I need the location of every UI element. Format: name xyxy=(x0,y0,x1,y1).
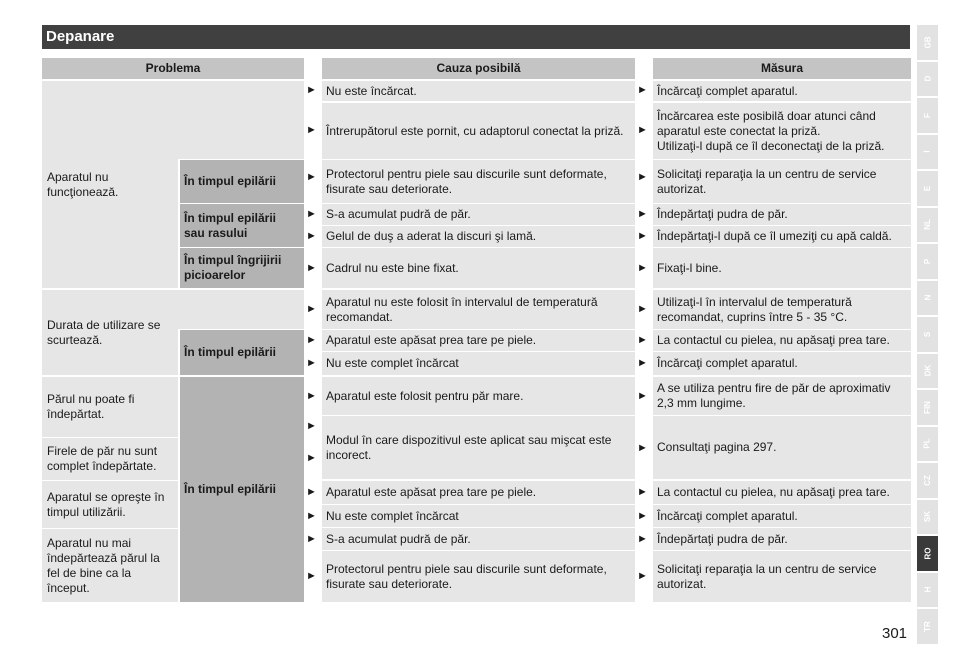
remedy-arrow: ► xyxy=(637,208,648,220)
cause-arrow: ► xyxy=(306,124,317,136)
cause-cell xyxy=(322,481,635,504)
remedy-arrow: ► xyxy=(637,570,648,582)
cause-cell xyxy=(322,103,635,159)
language-tab-label: I xyxy=(922,150,932,153)
cause-cell xyxy=(322,551,635,602)
cause-arrow: ► xyxy=(306,390,317,402)
language-tab-label: DK xyxy=(923,364,932,377)
problem-cell xyxy=(42,81,178,288)
remedy-cell xyxy=(653,481,911,504)
problem-cell xyxy=(42,290,178,375)
header-remedy: Măsura xyxy=(653,58,911,79)
cause-text: Întrerupătorul este pornit, cu adaptorul conectat la priză. xyxy=(326,123,624,138)
condition-cell xyxy=(180,330,304,375)
cause-cell xyxy=(322,528,635,550)
cause-cell xyxy=(322,330,635,351)
remedy-cell xyxy=(653,505,911,527)
remedy-arrow: ► xyxy=(637,442,648,454)
header-cause: Cauza posibilă xyxy=(322,58,635,79)
condition-cell xyxy=(180,248,304,288)
language-tab-gb[interactable] xyxy=(917,25,938,60)
remedy-cell xyxy=(653,81,911,101)
cause-text: Aparatul nu este folosit în intervalul de temperatură recomandat. xyxy=(326,294,598,324)
page-number: 301 xyxy=(882,625,908,642)
language-tab-h[interactable] xyxy=(917,573,938,608)
remedy-text: Solicitaţi reparaţia la un centru de service autorizat. xyxy=(657,166,877,196)
cause-arrow: ► xyxy=(306,486,317,498)
cause-cell xyxy=(322,290,635,329)
remedy-arrow: ► xyxy=(637,303,648,315)
cause-cell xyxy=(322,81,635,101)
cause-text: S-a acumulat pudră de păr. xyxy=(326,531,471,546)
language-tab-tr[interactable] xyxy=(917,609,938,644)
remedy-cell xyxy=(653,160,911,203)
language-tab-label: RO xyxy=(923,547,932,560)
remedy-text: La contactul cu pielea, nu apăsaţi prea tare. xyxy=(657,485,890,499)
cause-text: Cadrul nu este bine fixat. xyxy=(326,260,459,275)
remedy-cell xyxy=(653,226,911,247)
remedy-cell xyxy=(653,204,911,225)
language-tab-label: CZ xyxy=(922,474,932,486)
problem-text: Părul nu poate fi îndepărtat. xyxy=(47,392,135,421)
language-tab-label: FIN xyxy=(922,400,932,414)
header-problem: Problema xyxy=(42,58,304,79)
problem-text: Aparatul nu mai îndepărtează părul la fel de bine ca la început. xyxy=(47,535,160,595)
language-tab-e[interactable] xyxy=(917,171,938,206)
cause-text: Nu este complet încărcat xyxy=(326,356,459,370)
remedy-cell xyxy=(653,551,911,602)
cause-arrow: ► xyxy=(306,570,317,582)
cause-text: Nu este complet încărcat xyxy=(326,508,459,523)
language-tab-label: E xyxy=(923,185,932,191)
condition-text: În timpul epilării xyxy=(184,174,277,188)
language-tab-nl[interactable] xyxy=(917,208,938,243)
cause-cell xyxy=(322,226,635,247)
problem-text: Firele de păr nu sunt complet îndepărtate. xyxy=(47,444,158,473)
language-tab-ro[interactable] xyxy=(917,536,938,571)
remedy-cell xyxy=(653,352,911,375)
language-tab-label: H xyxy=(923,586,932,593)
cause-arrow: ► xyxy=(306,452,317,464)
condition-text: În timpul epilării xyxy=(184,482,277,496)
cause-arrow: ► xyxy=(306,230,317,242)
remedy-text: Consultaţi pagina 297. xyxy=(657,440,777,454)
remedy-text: Fixaţi-l bine. xyxy=(657,260,722,275)
remedy-arrow: ► xyxy=(637,171,648,183)
language-tab-f[interactable] xyxy=(917,98,938,133)
language-tab-fin[interactable] xyxy=(917,390,938,425)
condition-text: În timpul îngrijirii picioarelor xyxy=(184,253,282,282)
cause-arrow: ► xyxy=(306,303,317,315)
condition-cell xyxy=(180,160,304,203)
language-tab-label: S xyxy=(923,331,932,337)
cause-arrow: ► xyxy=(306,533,317,545)
cause-text: Protectorul pentru piele sau discurile sunt deformate, fisurate sau deteriorate. xyxy=(326,166,607,196)
language-tab-s[interactable] xyxy=(917,317,938,352)
remedy-cell xyxy=(653,416,911,479)
cause-arrow: ► xyxy=(306,357,317,369)
problem-cell xyxy=(178,290,304,329)
remedy-text: Îndepărtaţi-l după ce îl umeziţi cu apă caldă. xyxy=(657,229,892,243)
remedy-text: Încărcarea este posibilă doar atunci când aparatul este conectat la priză. Utilizaţi-l după ce îl deconectaţi de la priză. xyxy=(657,108,885,153)
cause-arrow: ► xyxy=(306,420,317,432)
remedy-cell xyxy=(653,330,911,351)
remedy-cell xyxy=(653,528,911,550)
language-tab-label: TR xyxy=(922,620,932,632)
language-tab-p[interactable] xyxy=(917,244,938,279)
cause-text: S-a acumulat pudră de păr. xyxy=(326,207,471,221)
language-tab-label: P xyxy=(923,258,932,264)
remedy-arrow: ► xyxy=(637,230,648,242)
remedy-arrow: ► xyxy=(637,84,648,96)
remedy-text: Încărcaţi complet aparatul. xyxy=(657,508,798,523)
cause-arrow: ► xyxy=(306,84,317,96)
remedy-arrow: ► xyxy=(637,390,648,402)
cause-text: Nu este încărcat. xyxy=(326,83,417,98)
condition-cell xyxy=(180,377,304,602)
language-tab-sk[interactable] xyxy=(917,500,938,535)
cause-text: Gelul de duş a aderat la discuri şi lamă. xyxy=(326,229,537,243)
language-tab-label: F xyxy=(922,112,932,118)
remedy-arrow: ► xyxy=(637,486,648,498)
cause-arrow: ► xyxy=(306,171,317,183)
cause-cell xyxy=(322,248,635,288)
language-tab-pl[interactable] xyxy=(917,427,938,462)
remedy-text: Utilizaţi-l în intervalul de temperatură recomandat, cuprins între 5 - 35 °C. xyxy=(657,294,852,324)
language-tab-label: NL xyxy=(922,219,932,231)
cause-text: Modul în care dispozitivul este aplicat sau mişcat este incorect. xyxy=(326,432,612,462)
remedy-arrow: ► xyxy=(637,334,648,346)
remedy-cell xyxy=(653,248,911,288)
language-tab-i[interactable] xyxy=(917,135,938,170)
remedy-cell xyxy=(653,103,911,159)
remedy-arrow: ► xyxy=(637,533,648,545)
language-tab-label: GB xyxy=(923,36,932,49)
remedy-arrow: ► xyxy=(637,262,648,274)
cause-text: Aparatul este folosit pentru păr mare. xyxy=(326,388,524,403)
cause-cell xyxy=(322,160,635,203)
cause-cell xyxy=(322,352,635,375)
language-tab-n[interactable] xyxy=(917,281,938,316)
remedy-text: La contactul cu pielea, nu apăsaţi prea tare. xyxy=(657,333,890,347)
problem-text: Aparatul se opreşte în timpul utilizării. xyxy=(47,489,165,519)
remedy-text: Încărcaţi complet aparatul. xyxy=(657,83,798,98)
section-title: Depanare xyxy=(42,25,910,49)
cause-text: Aparatul este apăsat prea tare pe piele. xyxy=(326,333,537,347)
remedy-arrow: ► xyxy=(637,510,648,522)
condition-cell xyxy=(180,204,304,247)
cause-text: Aparatul este apăsat prea tare pe piele. xyxy=(326,485,537,499)
cause-arrow: ► xyxy=(306,208,317,220)
language-tab-label: PL xyxy=(922,438,932,449)
remedy-text: A se utiliza pentru fire de păr de aproximativ 2,3 mm lungime. xyxy=(657,381,891,410)
cause-cell xyxy=(322,377,635,415)
language-tab-dk[interactable] xyxy=(917,354,938,389)
remedy-text: Încărcaţi complet aparatul. xyxy=(657,356,798,370)
problem-cell xyxy=(42,529,178,602)
language-tab-label: SK xyxy=(923,511,932,523)
cause-text: Protectorul pentru piele sau discurile sunt deformate, fisurate sau deteriorate. xyxy=(326,561,607,591)
cause-cell xyxy=(322,204,635,225)
problem-cell xyxy=(178,81,304,159)
remedy-text: Îndepărtaţi pudra de păr. xyxy=(657,531,788,546)
cause-arrow: ► xyxy=(306,262,317,274)
problem-cell xyxy=(42,377,178,437)
cause-arrow: ► xyxy=(306,334,317,346)
remedy-cell xyxy=(653,377,911,415)
problem-text: Durata de utilizare se scurtează. xyxy=(47,317,161,347)
problem-cell xyxy=(42,481,178,528)
condition-text: În timpul epilării sau rasului xyxy=(184,210,277,240)
language-tab-label: N xyxy=(923,294,932,301)
language-tab-cz[interactable] xyxy=(917,463,938,498)
language-tab-label: D xyxy=(923,75,932,82)
cause-cell xyxy=(322,416,635,479)
condition-text: În timpul epilării xyxy=(184,345,277,359)
problem-text: Aparatul nu funcţionează. xyxy=(47,169,119,199)
remedy-text: Îndepărtaţi pudra de păr. xyxy=(657,207,788,221)
cause-arrow: ► xyxy=(306,510,317,522)
remedy-text: Solicitaţi reparaţia la un centru de service autorizat. xyxy=(657,561,877,591)
remedy-arrow: ► xyxy=(637,357,648,369)
problem-cell xyxy=(42,438,178,480)
cause-cell xyxy=(322,505,635,527)
remedy-arrow: ► xyxy=(637,124,648,136)
language-tab-d[interactable] xyxy=(917,62,938,97)
remedy-cell xyxy=(653,290,911,329)
